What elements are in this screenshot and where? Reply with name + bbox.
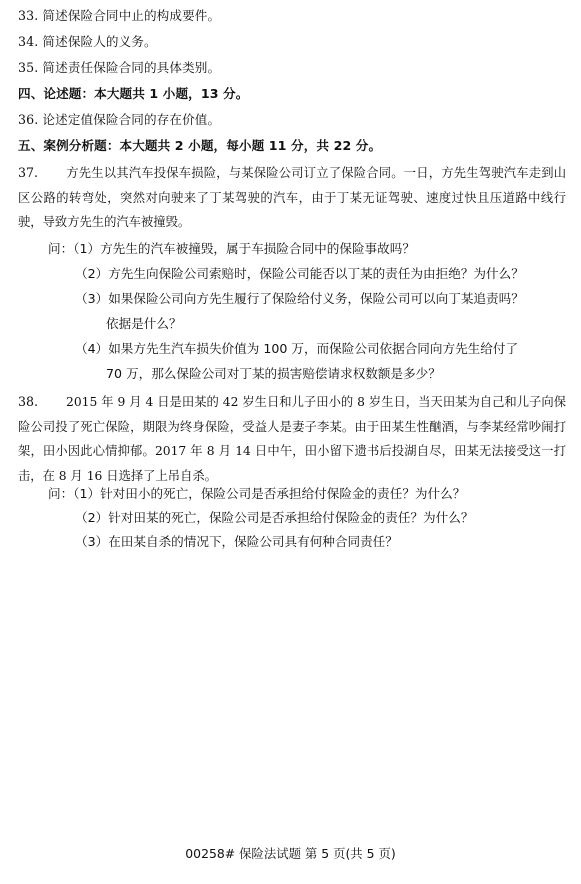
case-37-question-3: （3）如果保险公司向方先生履行了保险给付义务，保险公司可以向丁某追责吗？ bbox=[75, 291, 524, 306]
case-37-question-4: （4）如果方先生汽车损失价值为 100 万，而保险公司依据合同向方先生给付了 bbox=[75, 341, 519, 356]
case-38-question-3: （3）在田某自杀的情况下，保险公司具有何种合同责任？ bbox=[75, 534, 398, 549]
case-37-question-1: 问：（1）方先生的汽车被撞毁，属于车损险合同中的保险事故吗？ bbox=[48, 241, 415, 256]
case-38-text: 2015 年 9 月 4 日是田某的 42 岁生日和儿子田小的 8 岁生日，当天田某为自己和儿子向保险公司投了死亡保险，期限为终身保险，受益人是妻子李某。由于田某生性酗酒，与李某经常吵闹打架，田小因此心情抑郁。2017 年 8 月 14 日中午，田小留下遗书后投湖自尽，田某无法接受这一打击，在 8 月 16 日选择了上吊自杀。 bbox=[18, 395, 566, 483]
case-37-question-3-cont: 依据是什么？ bbox=[106, 316, 182, 331]
question-36: 36. 论述定值保险合同的存在价值。 bbox=[18, 112, 221, 127]
case-37-number: 37. bbox=[18, 165, 39, 180]
section-5-heading: 五、案例分析题：本大题共 2 小题，每小题 11 分，共 22 分。 bbox=[18, 138, 382, 153]
case-37-text: 方先生以其汽车投保车损险，与某保险公司订立了保险合同。一日，方先生驾驶汽车走到山区公路的转弯处，突然对向驶来了丁某驾驶的汽车，由于丁某无证驾驶、速度过快且压道路中线行驶，导致方先生的汽车被撞毁。 bbox=[18, 166, 566, 229]
question-33: 33. 简述保险合同中止的构成要件。 bbox=[18, 8, 221, 23]
question-35: 35. 简述责任保险合同的具体类别。 bbox=[18, 60, 221, 75]
case-37-paragraph bbox=[18, 161, 566, 235]
case-38-question-2: （2）针对田某的死亡，保险公司是否承担给付保险金的责任？为什么？ bbox=[75, 510, 474, 525]
question-34: 34. 简述保险人的义务。 bbox=[18, 34, 157, 49]
section-4-heading: 四、论述题：本大题共 1 小题，13 分。 bbox=[18, 86, 249, 101]
case-38-question-1: 问：（1）针对田小的死亡，保险公司是否承担给付保险金的责任？为什么？ bbox=[48, 486, 466, 501]
case-38-number: 38. bbox=[18, 394, 39, 409]
page-footer: 00258# 保险法试题 第 5 页(共 5 页) bbox=[185, 846, 396, 861]
case-38-paragraph bbox=[18, 390, 566, 488]
case-37-question-4-cont: 70 万，那么保险公司对丁某的损害赔偿请求权数额是多少？ bbox=[106, 366, 441, 381]
case-37-question-2: （2）方先生向保险公司索赔时，保险公司能否以丁某的责任为由拒绝？为什么？ bbox=[75, 266, 524, 281]
